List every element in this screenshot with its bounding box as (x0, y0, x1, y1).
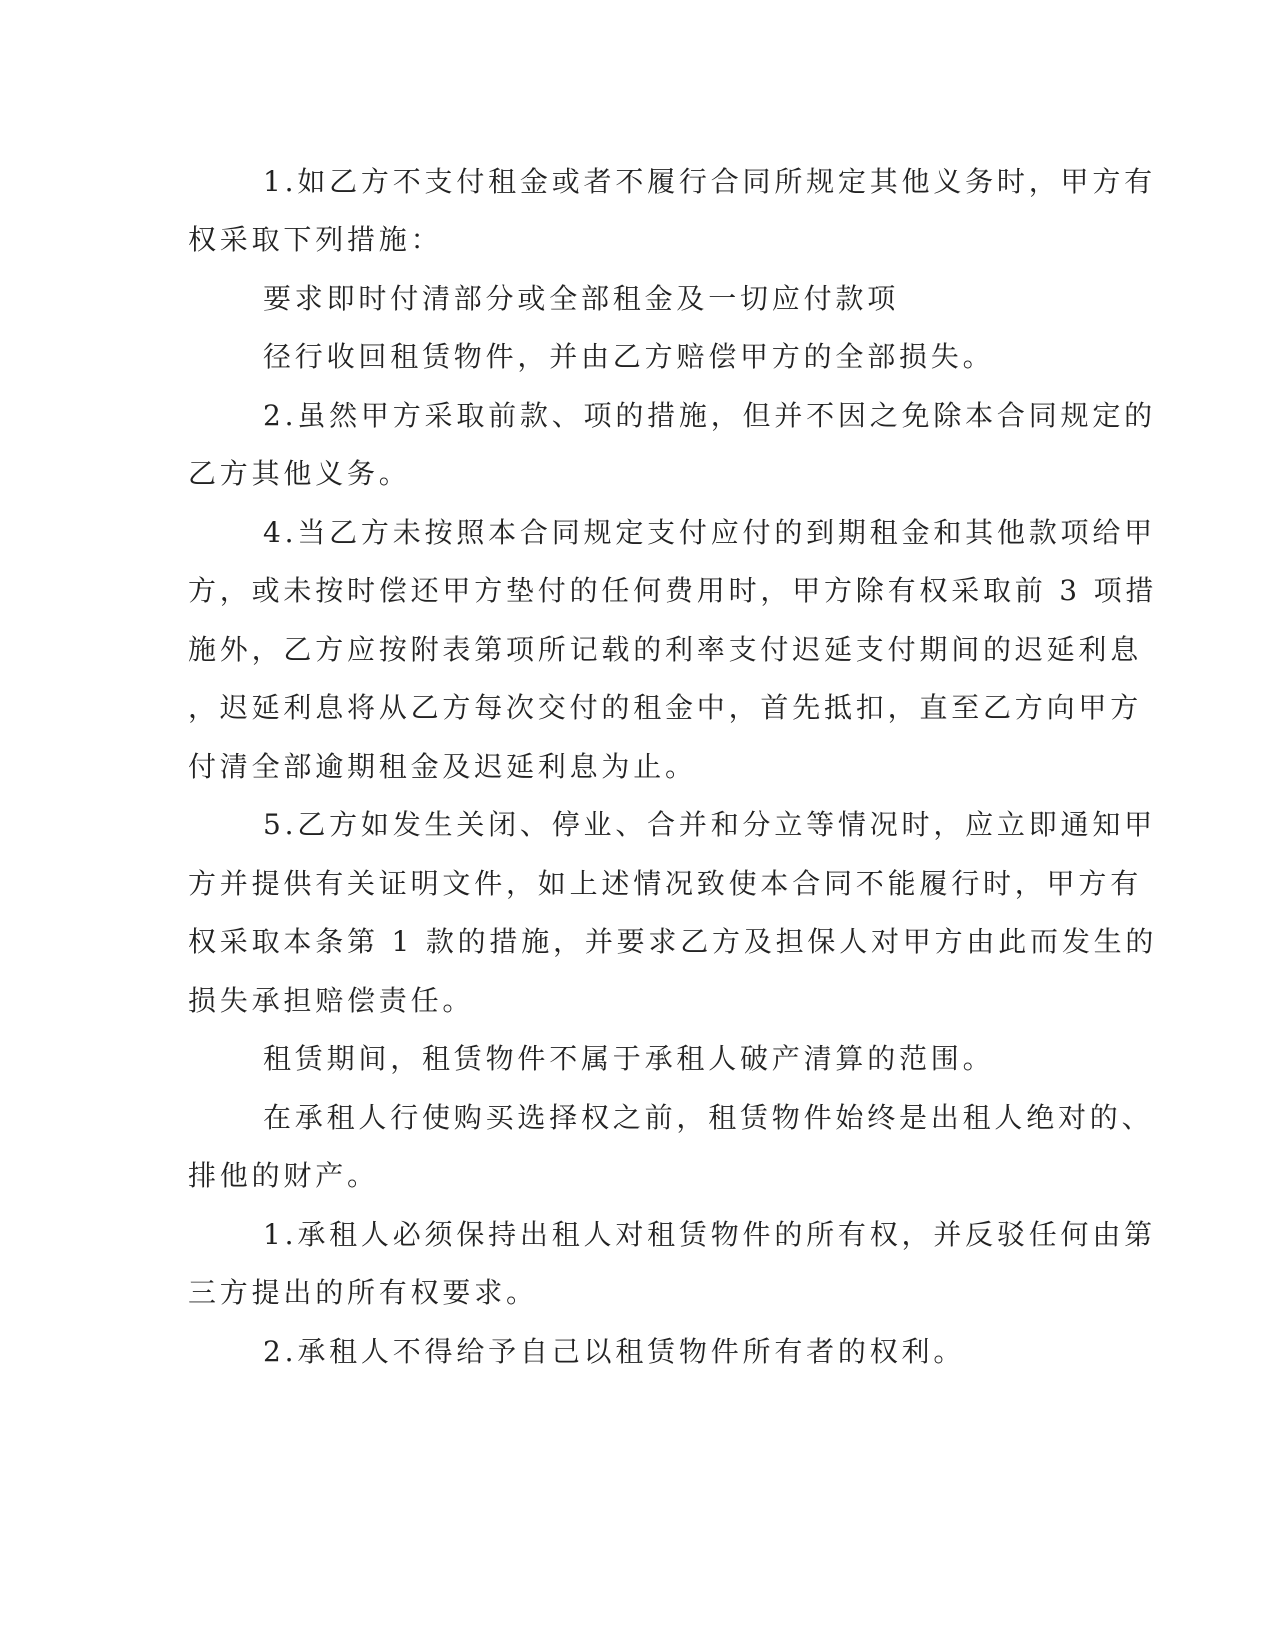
text-line: 方，或未按时偿还甲方垫付的任何费用时，甲方除有权采取前 3 项措 (188, 574, 1158, 607)
text-line: 损失承担赔偿责任。 (188, 984, 475, 1017)
text-line: 5.乙方如发生关闭、停业、合并和分立等情况时，应立即通知甲 (263, 808, 1156, 841)
text-line: 权采取本条第 1 款的措施，并要求乙方及担保人对甲方由此而发生的 (188, 925, 1158, 958)
text-line: 三方提出的所有权要求。 (188, 1276, 538, 1309)
text-line: 施外，乙方应按附表第项所记载的利率支付迟延支付期间的迟延利息 (188, 633, 1143, 666)
text-line: 2.承租人不得给予自己以租赁物件所有者的权利。 (263, 1335, 966, 1368)
text-line: ，迟延利息将从乙方每次交付的租金中，首先抵扣，直至乙方向甲方 (188, 691, 1143, 724)
text-line: 权采取下列措施： (188, 223, 443, 256)
text-line: 方并提供有关证明文件，如上述情况致使本合同不能履行时，甲方有 (188, 867, 1143, 900)
text-line: 1.承租人必须保持出租人对租赁物件的所有权，并反驳任何由第 (263, 1218, 1156, 1251)
text-line: 乙方其他义务。 (188, 457, 411, 490)
text-line: 1.如乙方不支付租金或者不履行合同所规定其他义务时，甲方有 (263, 165, 1156, 198)
text-line: 排他的财产。 (188, 1159, 379, 1192)
text-line: 4.当乙方未按照本合同规定支付应付的到期租金和其他款项给甲 (263, 516, 1156, 549)
text-line: 径行收回租赁物件，并由乙方赔偿甲方的全部损失。 (263, 340, 995, 373)
text-line: 付清全部逾期租金及迟延利息为止。 (188, 750, 697, 783)
text-line: 2.虽然甲方采取前款、项的措施，但并不因之免除本合同规定的 (263, 399, 1156, 432)
text-line: 租赁期间，租赁物件不属于承租人破产清算的范围。 (263, 1042, 995, 1075)
text-line: 在承租人行使购买选择权之前，租赁物件始终是出租人绝对的、 (263, 1101, 1154, 1134)
text-line: 要求即时付清部分或全部租金及一切应付款项 (263, 282, 900, 315)
